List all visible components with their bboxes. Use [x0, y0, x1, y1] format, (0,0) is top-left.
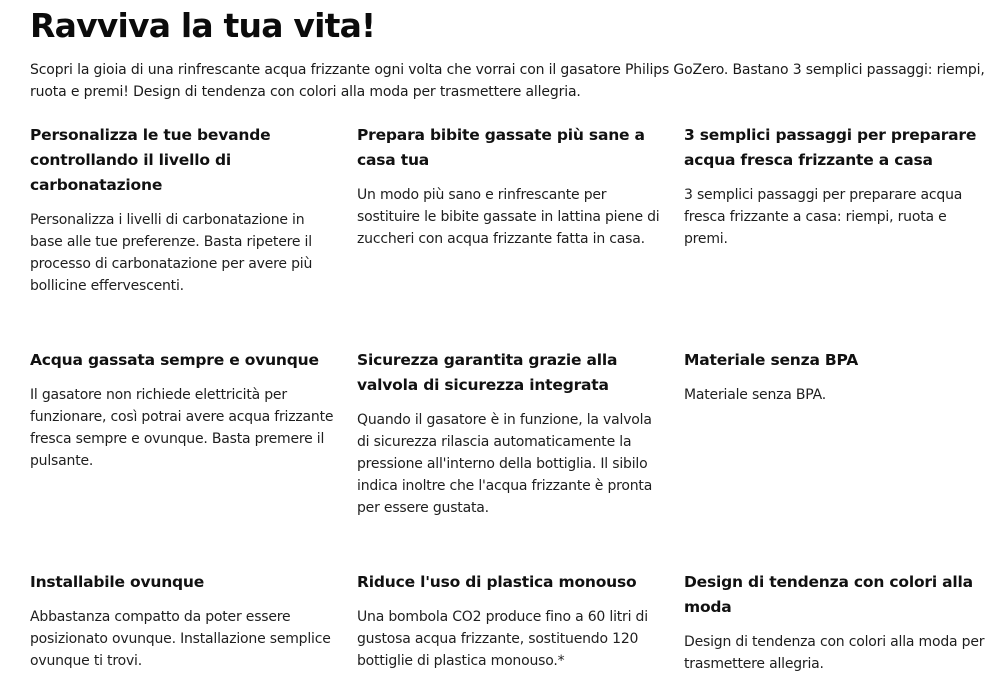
feature-description: Materiale senza BPA.	[684, 387, 827, 403]
feature-title: 3 semplici passaggi per preparare acqua fresca frizzante a casa	[684, 126, 977, 169]
feature-safety-valve	[357, 348, 661, 519]
feature-description: 3 semplici passaggi per preparare acqua fresca frizzante a casa: riempi, ruota e premi.	[684, 187, 963, 247]
intro-text: Scopri la gioia di una rinfrescante acqua frizzante ogni volta che vorrai con il gasatore Philips GoZero. Bastano 3 semplici passaggi: riempi, ruota e premi! Design di tendenza con colori alla moda per trasmettere allegria.	[30, 62, 985, 100]
feature-three-steps	[684, 123, 988, 250]
feature-title: Riduce l'uso di plastica monouso	[357, 573, 637, 591]
feature-title: Sicurezza garantita grazie alla valvola di sicurezza integrata	[357, 351, 618, 394]
feature-healthier-drinks	[357, 123, 661, 250]
feature-title: Materiale senza BPA	[684, 351, 859, 369]
feature-bpa-free	[684, 348, 988, 406]
feature-description: Quando il gasatore è in funzione, la valvola di sicurezza rilascia automaticamente la pressione all'interno della bottiglia. Il sibilo indica inoltre che l'acqua frizzante è pronta per essere gustata.	[357, 412, 653, 516]
feature-title: Design di tendenza con colori alla moda	[684, 573, 973, 616]
feature-description: Il gasatore non richiede elettricità per funzionare, così potrai avere acqua frizzante fresca sempre e ovunque. Basta premere il pulsante.	[30, 387, 334, 469]
feature-reduce-plastic	[357, 570, 661, 672]
feature-description: Design di tendenza con colori alla moda per trasmettere allegria.	[684, 634, 985, 672]
feature-title: Installabile ovunque	[30, 573, 205, 591]
feature-title: Acqua gassata sempre e ovunque	[30, 351, 319, 369]
feature-description: Una bombola CO2 produce fino a 60 litri di gustosa acqua frizzante, sostituendo 120 bottiglie di plastica monouso.*	[357, 609, 648, 669]
feature-description: Un modo più sano e rinfrescante per sostituire le bibite gassate in lattina piene di zuccheri con acqua frizzante fatta in casa.	[357, 187, 660, 247]
feature-title: Personalizza le tue bevande controllando il livello di carbonatazione	[30, 126, 271, 194]
page-title: Ravviva la tua vita!	[30, 6, 376, 45]
feature-description: Abbastanza compatto da poter essere posizionato ovunque. Installazione semplice ovunque ti trovi.	[30, 609, 331, 669]
feature-description: Personalizza i livelli di carbonatazione in base alle tue preferenze. Basta ripetere il processo di carbonatazione per avere più bollicine effervescenti.	[30, 212, 313, 294]
feature-title: Prepara bibite gassate più sane a casa tua	[357, 126, 645, 169]
feature-carbonation-control	[30, 123, 334, 297]
feature-trendy-design	[684, 570, 988, 675]
feature-install-anywhere	[30, 570, 334, 672]
feature-anywhere	[30, 348, 334, 472]
